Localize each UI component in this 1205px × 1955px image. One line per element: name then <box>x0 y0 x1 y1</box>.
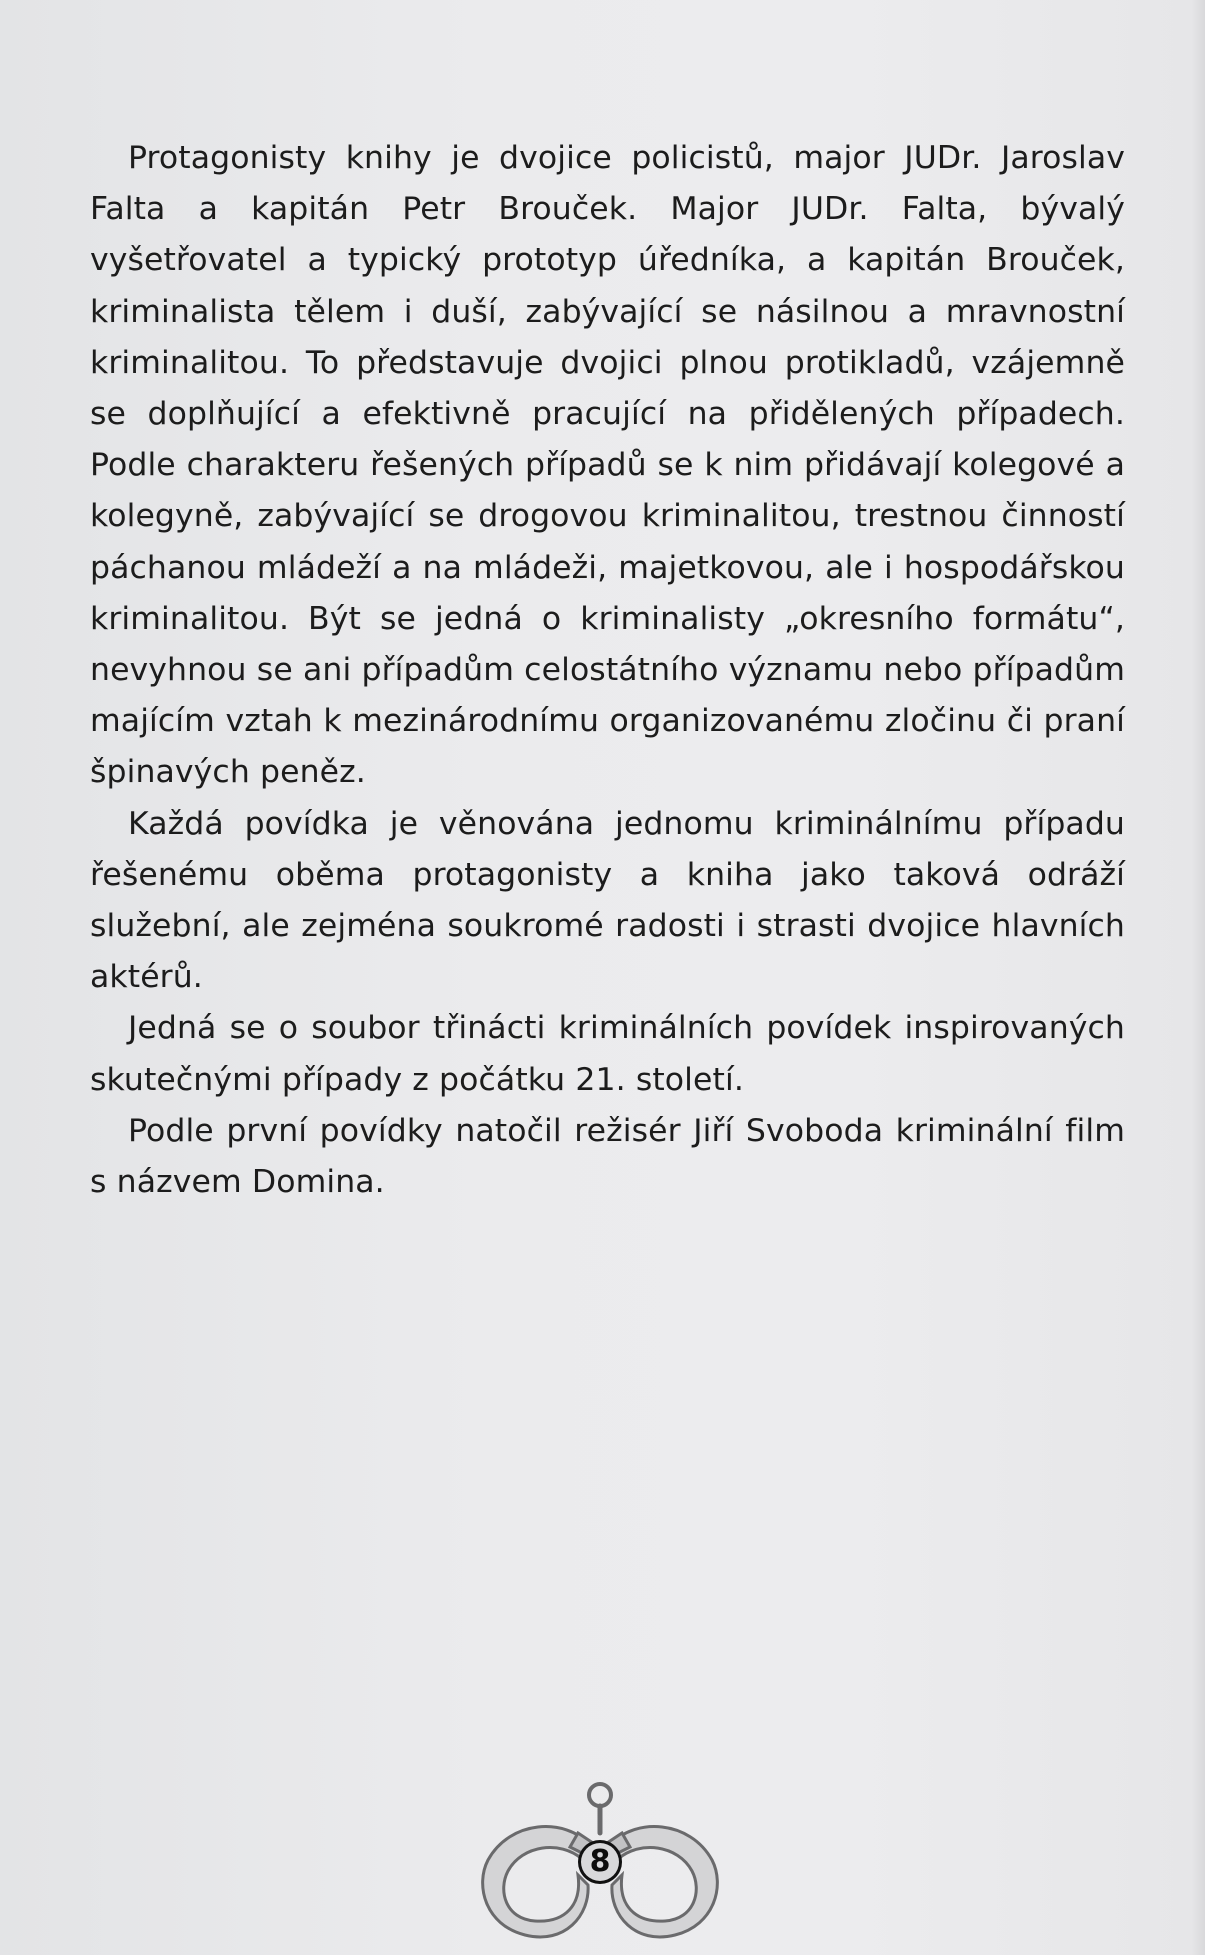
body-text <box>90 133 1125 1208</box>
paragraph-3: Jedná se o soubor třinácti kriminálních povídek inspirovaných skutečnými případy z počátku 21. století. <box>90 1010 1125 1098</box>
page-number-ornament <box>470 1775 730 1945</box>
paragraph-2: Každá povídka je věnována jednomu kriminálnímu případu řešenému oběma protagonisty a kniha jako taková odráží služební, ale zejména soukromé radosti i strasti dvojice hlavních aktérů. <box>90 805 1125 996</box>
paragraph-1: Protagonisty knihy je dvojice policistů, major JUDr. Jaroslav Falta a kapitán Petr Brouček. Major JUDr. Falta, bývalý vyšetřovatel a typický prototyp úředníka, a kapitán Brouček, kriminalista tělem i duší, zabývající se násilnou a mravnostní kriminalitou. To představuje dvojici plnou protikladů, vzájemně se doplňující a efektivně pracující na přidělených případech. Podle charakteru řešených případů se k nim přidávají kolegové a kolegyně, zabývající se drogovou kriminalitou, trestnou činností páchanou mládeží a na mládeži, majetkovou, ale i hospodářskou kriminalitou. Být se jedná o kriminalisty „okresního formátu“, nevyhnou se ani případům celostátního významu nebo případům majícím vztah k mezinárodnímu organizovanému zločinu či praní špinavých peněz. <box>90 140 1125 791</box>
page-edge-shadow <box>1191 0 1205 1955</box>
page-number: 8 <box>589 1844 611 1879</box>
paragraph-4: Podle první povídky natočil režisér Jiří Svoboda kriminální film s názvem Domina. <box>90 1112 1125 1201</box>
